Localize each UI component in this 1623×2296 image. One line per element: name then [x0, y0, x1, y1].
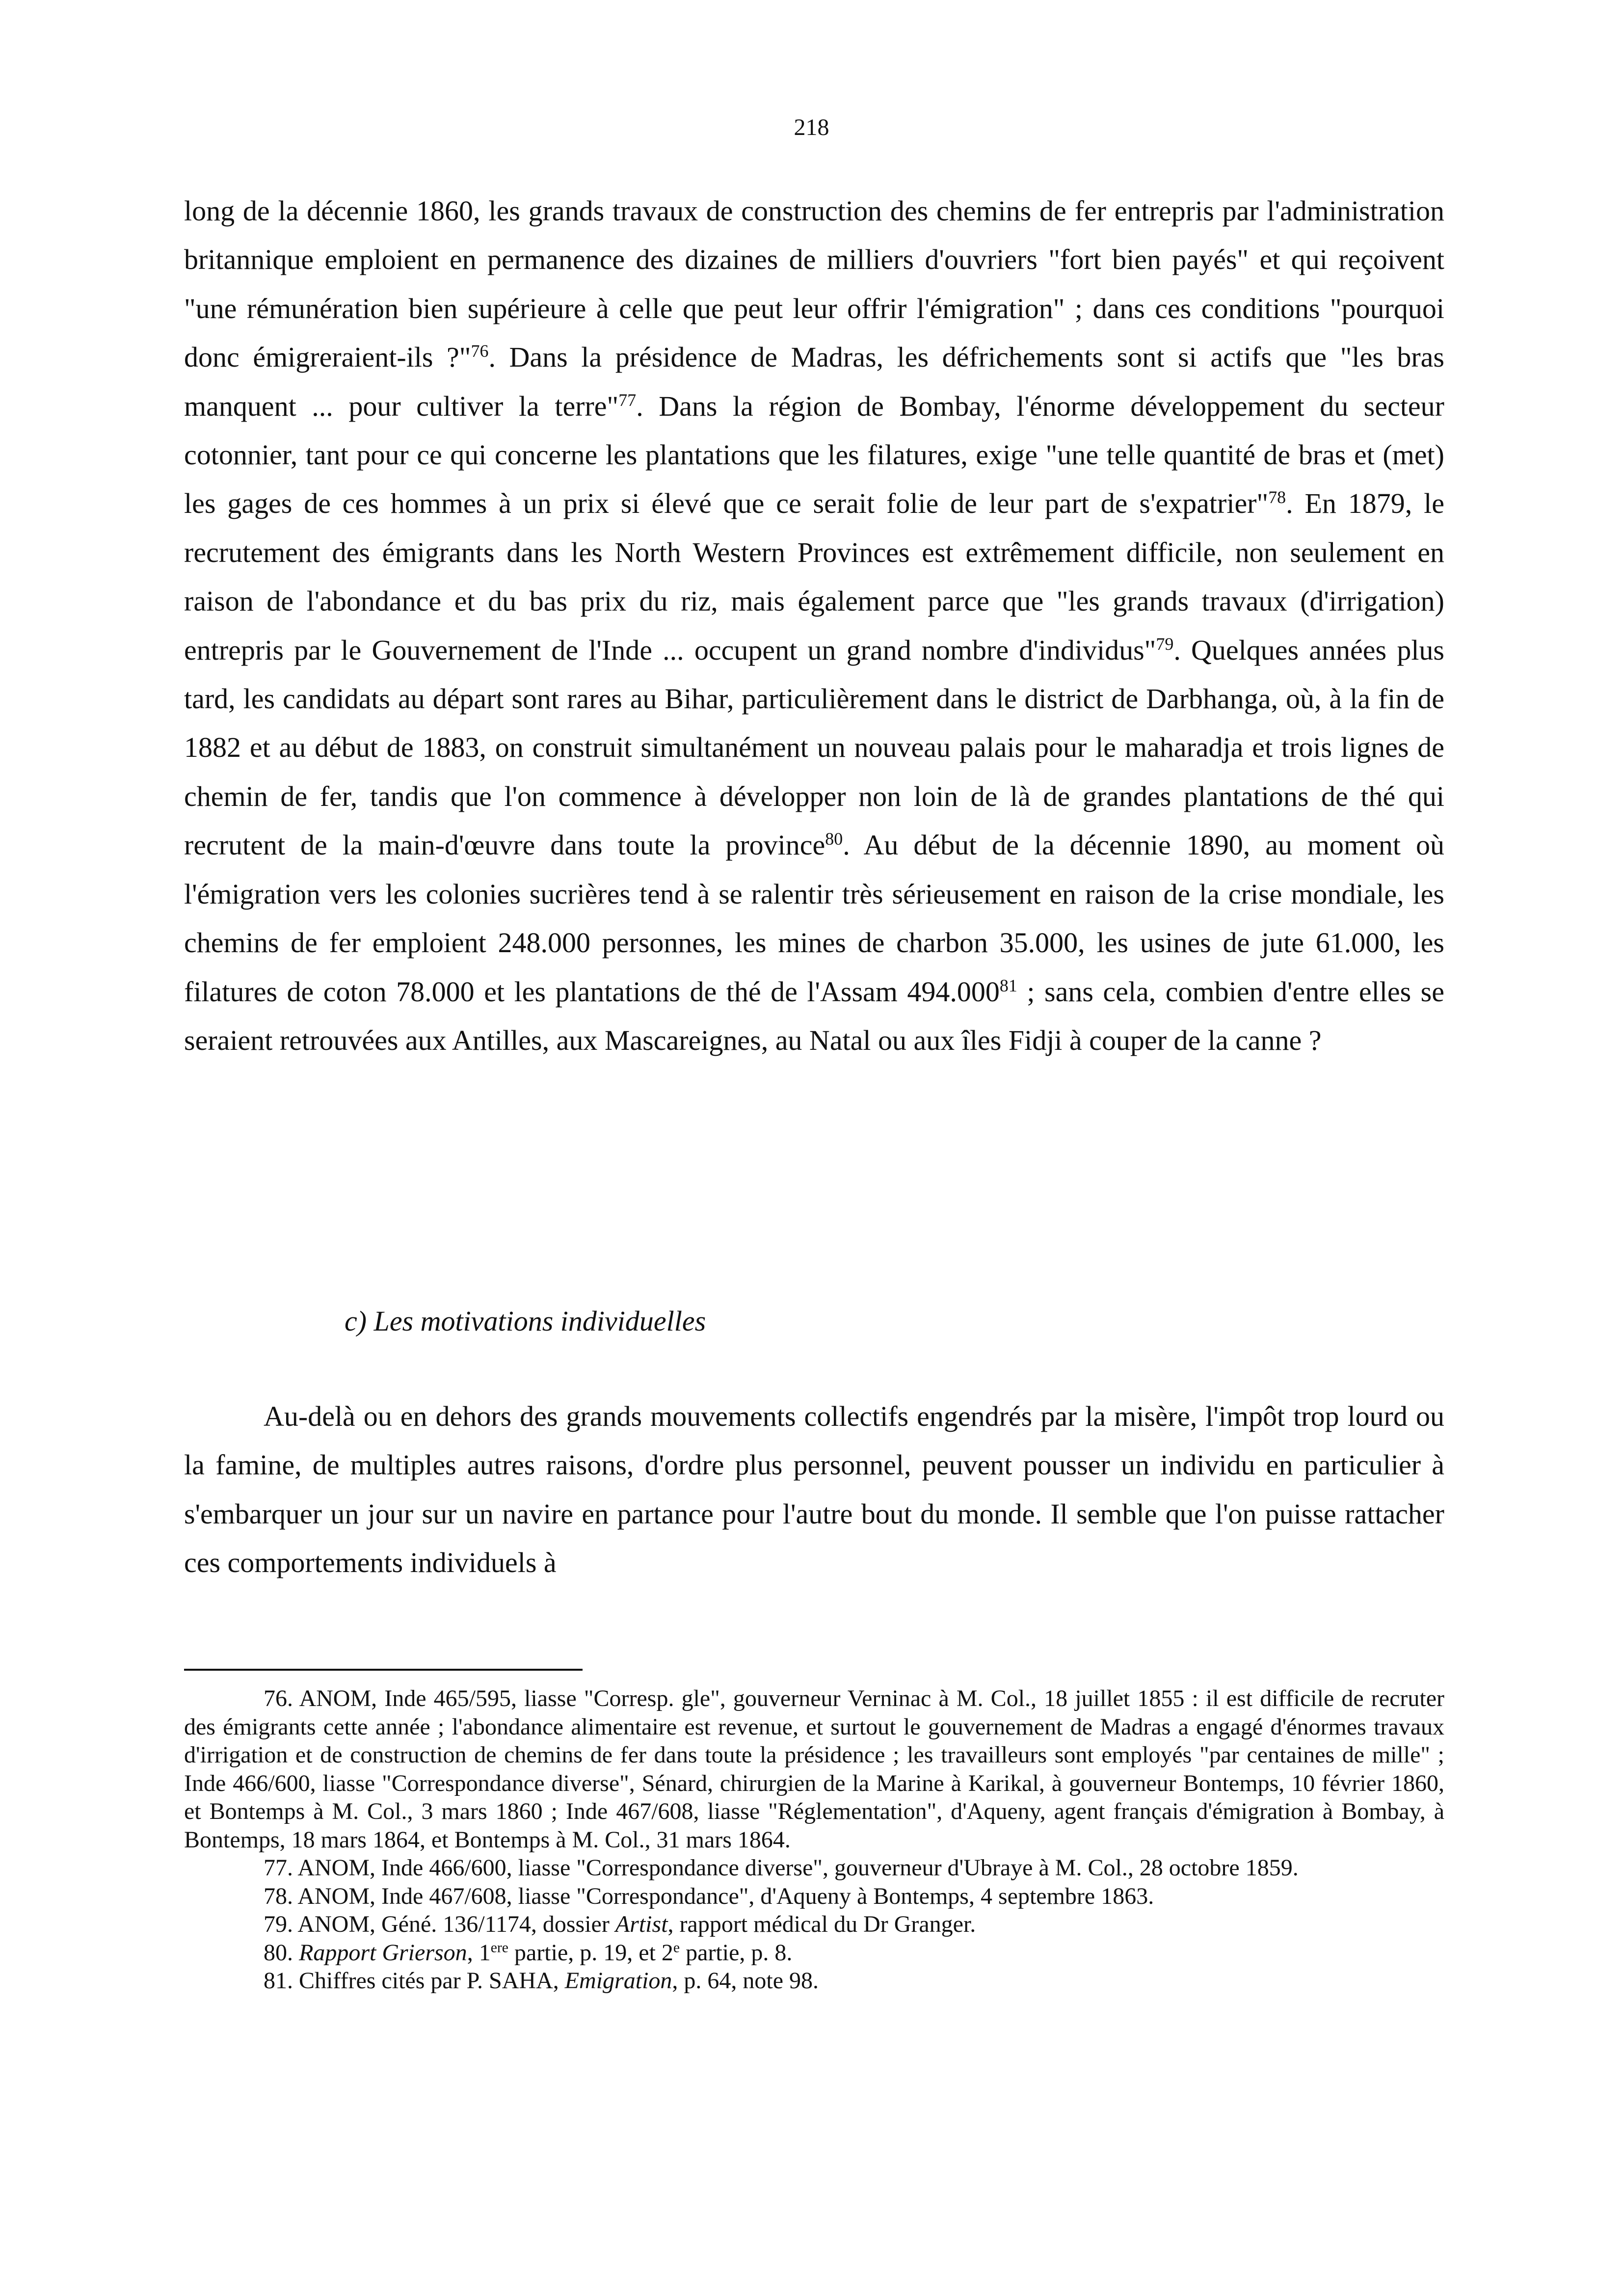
footnote-superscript: ere	[490, 1939, 509, 1956]
footnote-78: 78. ANOM, Inde 467/608, liasse "Correspondance", d'Aqueny à Bontemps, 4 septembre 1863.	[264, 1883, 1154, 1909]
footnote-text: partie, p. 8.	[680, 1939, 793, 1966]
footnote-italic: Artist	[615, 1911, 668, 1937]
footnote-81	[184, 1967, 1444, 1995]
footnote-76: 76. ANOM, Inde 465/595, liasse "Corresp. gle", gouverneur Verninac à M. Col., 18 juillet 1855 : il est difficile de recruter des émigrants cette année ; l'abondance alimentaire est revenue, et surtout le gouvernement de Madras a engagé d'énormes travaux d'irrigation et de construction de chemins de fer dans toute la présidence ; les travailleurs sont employés "par centaines de mille" ; Inde 466/600, liasse "Correspondance diverse", Sénard, chirurgien de la Marine à Karikal, à gouverneur Bontemps, 10 février 1860, et Bontemps à M. Col., 3 mars 1860 ; Inde 467/608, liasse "Réglementation", d'Aqueny, agent français d'émigration à Bombay, à Bontemps, 18 mars 1864, et Bontemps à M. Col., 31 mars 1864.	[184, 1685, 1444, 1853]
footnote-ref-80: 80	[825, 829, 843, 849]
footnote-ref-79: 79	[1156, 634, 1174, 654]
page-number: 218	[794, 114, 829, 140]
body-paragraph-2: Au-delà ou en dehors des grands mouvements collectifs engendrés par la misère, l'impôt trop lourd ou la famine, de multiples autres raisons, d'ordre plus personnel, peuvent pousser un individu en particulier à s'embarquer un jour sur un navire en partance pour l'autre bout du monde. Il semble que l'on puisse rattacher ces comportements individuels à	[184, 1400, 1444, 1579]
body-paragraph-1	[184, 187, 1444, 1065]
footnote-79	[184, 1910, 1444, 1939]
footnote-italic: Emigration	[564, 1968, 672, 1994]
paragraph-text: . Au début de la décennie 1890, au moment où l'émigration vers les colonies sucrières tend à se ralentir très sérieusement en raison de la crise mondiale, les chemins de fer emploient 248.000 personnes, les mines de charbon 35.000, les usines de jute 61.000, les filatures de coton 78.000 et les plantations de thé de l'Assam 494.000	[184, 829, 1444, 1008]
footnote-separator	[184, 1669, 583, 1671]
footnote-77: 77. ANOM, Inde 466/600, liasse "Correspondance diverse", gouverneur d'Ubraye à M. Col., 28 octobre 1859.	[264, 1855, 1299, 1881]
footnote-ref-81: 81	[999, 975, 1017, 995]
footnote-text: 80.	[264, 1939, 299, 1966]
footnote-text: 79. ANOM, Géné. 136/1174, dossier	[264, 1911, 615, 1937]
paragraph-text: . En 1879, le recrutement des émigrants dans les North Western Provinces est extrêmement difficile, non seulement en raison de l'abondance et du bas prix du riz, mais également parce que "les grands travaux (d'irrigation) entrepris par le Gouvernement de l'Inde ... occupent un grand nombre d'individus"	[184, 487, 1444, 666]
paragraph-text: ; sans cela, combien d'entre elles se seraient retrouvées aux Antilles, aux Mascareignes, au Natal ou aux îles Fidji à couper de la canne ?	[184, 975, 1444, 1056]
footnote-ref-77: 77	[618, 390, 637, 410]
footnote-ref-78: 78	[1268, 487, 1286, 507]
footnote-text: 81. Chiffres cités par P. SAHA,	[264, 1968, 565, 1994]
footnote-superscript: e	[673, 1939, 680, 1956]
paragraph-text: . Dans la présidence de Madras, les défrichements sont si actifs que "les bras manquent ... pour cultiver la terre"	[184, 341, 1444, 422]
footnote-text: , 1	[467, 1939, 491, 1966]
paragraph-text: long de la décennie 1860, les grands travaux de construction des chemins de fer entrepris par l'administration britannique emploient en permanence des dizaines de milliers d'ouvriers "fort bien payés" et qui reçoivent "une rémunération bien supérieure à celle que peut leur offrir l'émigration" ; dans ces conditions "pourquoi donc émigreraient-ils ?"	[184, 195, 1444, 374]
paragraph-text: . Quelques années plus tard, les candidats au départ sont rares au Bihar, particulièrement dans le district de Darbhanga, où, à la fin de 1882 et au début de 1883, on construit simultanément un nouveau palais pour le maharadja et trois lignes de chemin de fer, tandis que l'on commence à développer non loin de là de grandes plantations de thé qui recrutent de la main-d'œuvre dans toute la province	[184, 634, 1445, 861]
section-heading: c) Les motivations individuelles	[345, 1305, 706, 1337]
paragraph-text: . Dans la région de Bombay, l'énorme développement du secteur cotonnier, tant pour ce qui concerne les plantations que les filatures, exige "une telle quantité de bras et (met) les gages de ces hommes à un prix si élevé que ce serait folie de leur part de s'expatrier"	[184, 390, 1444, 520]
footnote-80	[184, 1939, 1444, 1967]
footnote-text: , p. 64, note 98.	[672, 1968, 819, 1994]
footnote-text: partie, p. 19, et 2	[508, 1939, 673, 1966]
footnote-ref-76: 76	[471, 341, 489, 361]
footnote-text: , rapport médical du Dr Granger.	[667, 1911, 976, 1937]
footnote-italic: Rapport Grierson	[299, 1939, 467, 1966]
footnotes	[184, 1684, 1444, 1995]
